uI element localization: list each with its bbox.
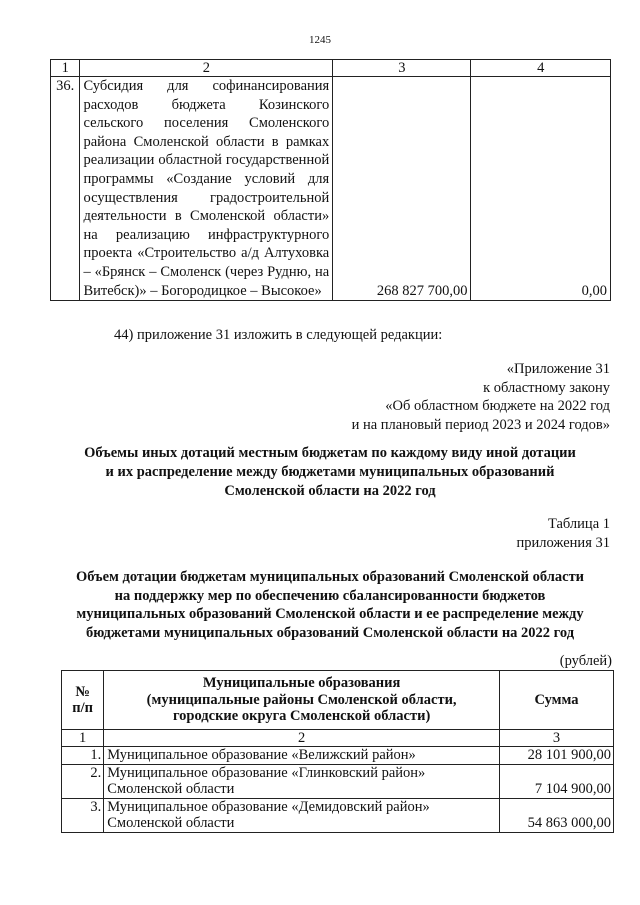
header-text: городские округа Смоленской области) <box>172 708 431 725</box>
column-index: 2 <box>104 730 500 747</box>
table-reference <box>517 515 610 552</box>
municipality-name <box>104 798 500 832</box>
municipality-line: Муниципальное образование «Велижский район» <box>107 747 416 763</box>
table-ref-line: Таблица 1 <box>547 516 610 532</box>
appendix-reference <box>352 360 610 434</box>
municipality-line: Муниципальное образование «Демидовский район» <box>107 798 430 815</box>
distribution-table <box>61 670 614 833</box>
appendix-line: «Приложение 31 <box>506 361 610 377</box>
table-title <box>50 568 610 642</box>
header-text: (муниципальные районы Смоленской области, <box>146 691 457 708</box>
column-index: 3 <box>500 730 614 747</box>
column-header: 2 <box>80 60 333 77</box>
header-number <box>62 671 104 730</box>
header-text: № <box>75 683 90 700</box>
title-line: Объем дотации бюджетам муниципальных образований Смоленской области <box>75 569 585 585</box>
header-municipality <box>104 671 500 730</box>
municipality-line: Муниципальное образование «Глинковский район» <box>107 764 426 781</box>
table-row <box>62 747 614 765</box>
table-row <box>62 764 614 798</box>
appendix-line: к областному закону <box>483 379 610 396</box>
subsidy-amount-2: 0,00 <box>471 77 611 301</box>
municipality-line: Смоленской области <box>107 781 235 797</box>
appendix-line: «Об областном бюджете на 2022 год <box>385 398 610 414</box>
header-sum: Сумма <box>500 671 614 730</box>
column-index-row <box>62 730 614 747</box>
municipality-name <box>104 747 500 765</box>
header-text: Муниципальные образования <box>202 675 401 692</box>
row-number: 3. <box>62 798 104 832</box>
subsidy-description: Субсидия для софинансирования расходов бюджета Козинского сельского поселения Смоленского района Смоленской области в рамках реализации областной государственной программы «Создание условий для осуществления градостроительной деятельности в Смоленской области» на реализацию инфраструктурного проекта «Строительство а/д Алтуховка – «Брянск – Смоленск (через Рудню, на Витебск)» – Богородицкое – Высокое» <box>80 77 333 301</box>
amendment-instruction: 44) приложение 31 изложить в следующей редакции: <box>114 327 443 343</box>
row-sum: 7 104 900,00 <box>500 764 614 798</box>
page-number: 1245 <box>309 34 331 46</box>
subsidy-table <box>50 59 611 301</box>
appendix-line: и на плановый период 2023 и 2024 годов» <box>351 416 610 433</box>
table-header-row <box>62 671 614 730</box>
row-sum: 28 101 900,00 <box>500 747 614 765</box>
municipality-name <box>104 764 500 798</box>
row-number: 1. <box>62 747 104 765</box>
column-index: 1 <box>62 730 104 747</box>
row-number: 36. <box>51 77 80 301</box>
row-number: 2. <box>62 764 104 798</box>
row-sum: 54 863 000,00 <box>500 798 614 832</box>
header-text: п/п <box>72 700 93 716</box>
table-row <box>62 798 614 832</box>
title-line: бюджетами муниципальных образований Смоленской области на 2022 год <box>85 624 575 641</box>
heading-line: Объемы иных дотаций местным бюджетам по каждому виду иной дотации <box>84 445 576 461</box>
column-header: 3 <box>333 60 471 77</box>
units-label: (рублей) <box>559 653 612 669</box>
column-header: 1 <box>51 60 80 77</box>
heading-line: Смоленской области на 2022 год <box>224 483 436 499</box>
subsidy-amount: 268 827 700,00 <box>333 77 471 301</box>
table-ref-line: приложения 31 <box>516 534 610 551</box>
municipality-line: Смоленской области <box>107 815 235 831</box>
column-header: 4 <box>471 60 611 77</box>
title-line: муниципальных образований Смоленской области и ее распределение между <box>76 606 584 622</box>
heading-line: и их распределение между бюджетами муниципальных образований <box>105 464 555 480</box>
section-heading <box>50 444 610 501</box>
table-header-row <box>51 60 611 77</box>
title-line: на поддержку мер по обеспечению сбалансированности бюджетов <box>114 587 546 604</box>
table-row <box>51 77 611 301</box>
